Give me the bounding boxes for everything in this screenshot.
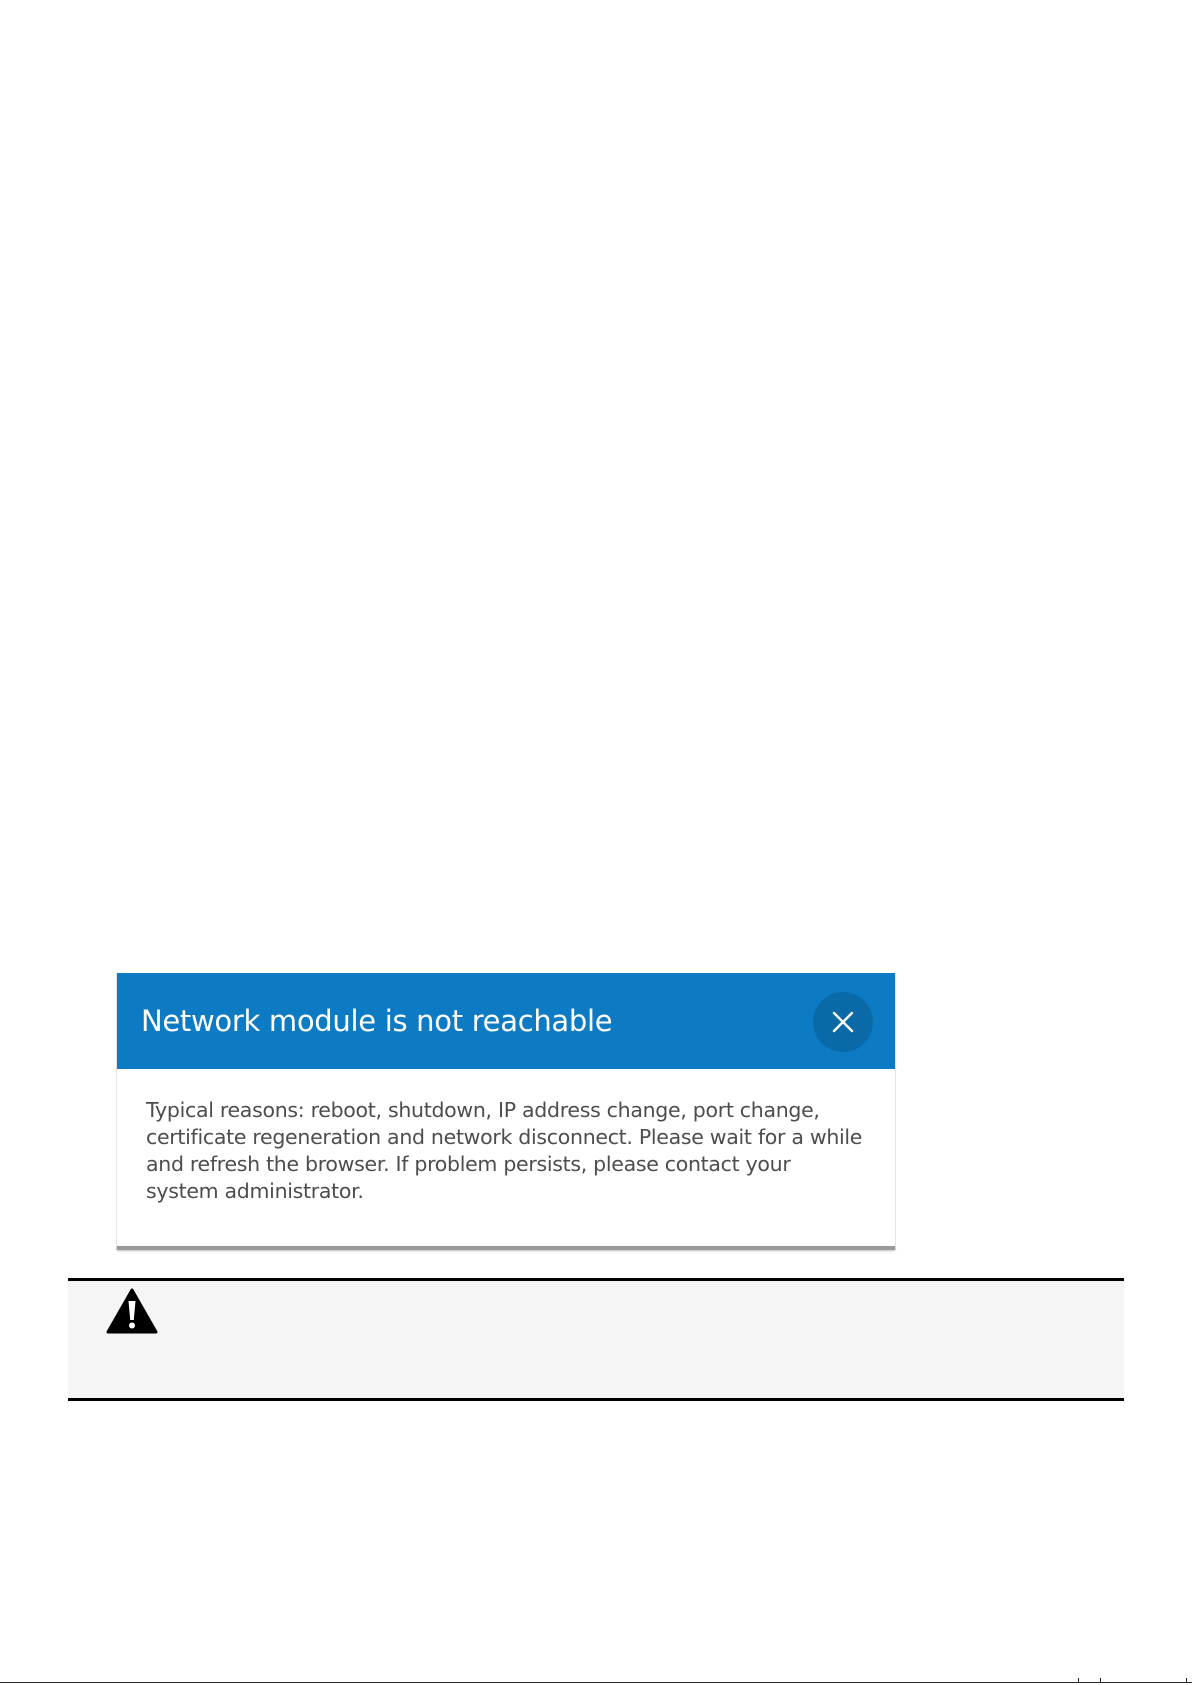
page-bottom-tick [1100,1678,1101,1683]
page-bottom-tick [1078,1678,1079,1683]
warning-icon [106,1288,158,1334]
warning-box [68,1278,1124,1401]
dialog-message: Typical reasons: reboot, shutdown, IP address change, port change, certificate regeneration and network disconnect. Please wait for a while and refresh the browser. If problem persists, please contact your system administrator. [146,1098,863,1203]
dialog-title: Network module is not reachable [141,1004,613,1038]
dialog-header [117,973,895,1069]
page-bottom-rule [0,1682,1192,1683]
dialog-bottom-edge [117,1246,895,1250]
page-bottom-tick [1186,1678,1187,1683]
network-unreachable-dialog [116,973,896,1250]
close-button[interactable] [813,992,873,1052]
close-icon [832,1011,854,1033]
